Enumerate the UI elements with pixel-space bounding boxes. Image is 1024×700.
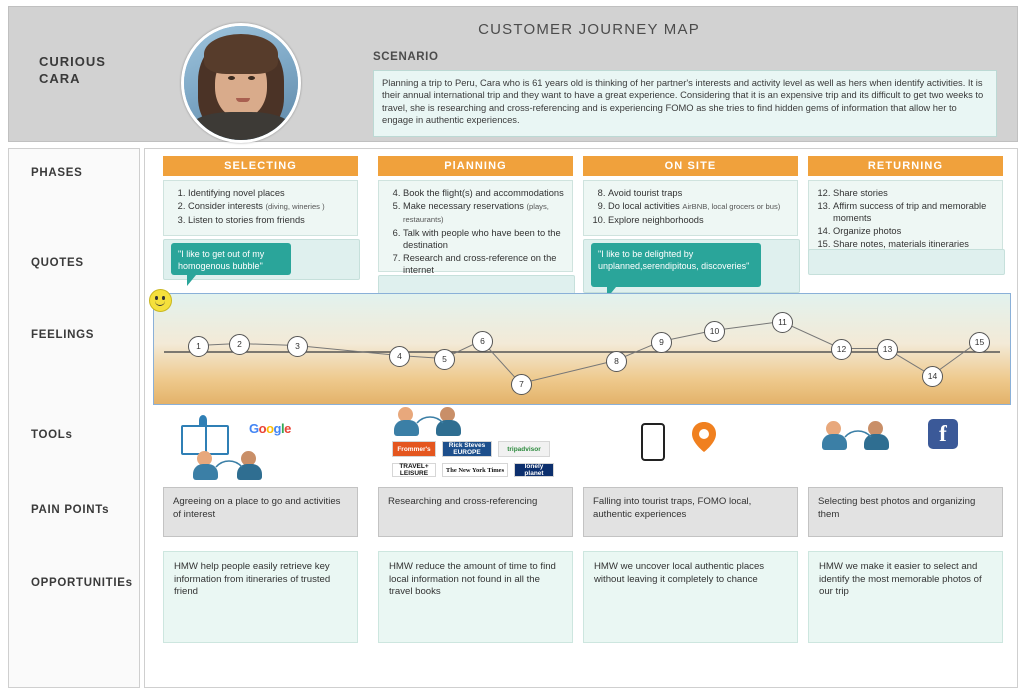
tools-planning <box>378 407 573 487</box>
feeling-node: 13 <box>877 339 898 360</box>
phase-step: 12. Share stories <box>833 187 996 199</box>
phase-steps-planning <box>378 180 573 275</box>
smartphone-icon <box>641 423 665 461</box>
feeling-node: 3 <box>287 336 308 357</box>
phase-step: 8. Avoid tourist traps <box>608 187 791 199</box>
journey-board <box>144 148 1018 688</box>
phase-steps-returning <box>808 180 1003 252</box>
connector-icon <box>416 415 444 425</box>
phase-step: 13. Affirm success of trip and memorable moments <box>833 200 996 224</box>
pain-point-planning: Researching and cross-referencing <box>378 487 573 537</box>
row-label-tools: TOOLs <box>31 429 73 441</box>
page-title: CUSTOMER JOURNEY MAP <box>478 21 700 38</box>
tools-on-site <box>583 411 798 486</box>
phase-steps-on-site <box>583 180 798 236</box>
feeling-node: 11 <box>772 312 793 333</box>
feeling-node: 15 <box>969 332 990 353</box>
logo-nytimes: The New York Times <box>442 463 508 477</box>
quote-selecting: "I like to get out of my homogenous bubble" <box>171 243 291 275</box>
phase-step: 5. Make necessary reservations (plays, restaurants) <box>403 200 566 226</box>
pain-point-on-site: Falling into tourist traps, FOMO local, authentic experiences <box>583 487 798 537</box>
smiley-icon <box>149 289 172 312</box>
phase-step: 7. Research and cross-reference on the internet <box>403 252 566 276</box>
row-label-pain-points: PAIN POINTs <box>31 504 110 516</box>
phase-step: 4. Book the flight(s) and accommodations <box>403 187 566 199</box>
phase-header-returning: RETURNING <box>808 156 1003 176</box>
feeling-node: 1 <box>188 336 209 357</box>
phase-step: 15. Share notes, materials itineraries <box>833 238 996 250</box>
feeling-node: 5 <box>434 349 455 370</box>
pain-point-returning: Selecting best photos and organizing them <box>808 487 1003 537</box>
row-label-column <box>8 148 140 688</box>
avatar <box>181 23 301 143</box>
persona-name: CURIOUS CARA <box>39 54 106 86</box>
row-label-opportunities: OPPORTUNITIEs <box>31 577 133 589</box>
row-label-feelings: FEELINGS <box>31 329 95 341</box>
book-bookmark-icon <box>199 415 207 425</box>
feeling-node: 10 <box>704 321 725 342</box>
phase-step: 10. Explore neighborhoods <box>608 214 791 226</box>
feeling-node: 2 <box>229 334 250 355</box>
feeling-node: 6 <box>472 331 493 352</box>
opportunity-planning: HMW reduce the amount of time to find local information not found in all the travel books <box>378 551 573 643</box>
logo-rick-steves: Rick Steves EUROPE <box>442 441 492 457</box>
logo-lonely-planet: lonely planet <box>514 463 554 477</box>
phase-step: 2. Consider interests (diving, wineries ) <box>188 200 351 213</box>
phase-step: 14. Organize photos <box>833 225 996 237</box>
connector-icon <box>215 459 243 469</box>
tools-selecting <box>163 411 358 486</box>
phase-step: 6. Talk with people who have been to the destination <box>403 227 566 251</box>
quote-on-site: "I like to be delighted by unplanned,serendipitous, discoveries" <box>591 243 761 287</box>
opportunity-selecting: HMW help people easily retrieve key information from itineraries of trusted friend <box>163 551 358 643</box>
row-label-quotes: QUOTES <box>31 257 84 269</box>
phase-step: 1. Identifying novel places <box>188 187 351 199</box>
facebook-icon: f <box>928 419 958 449</box>
logo-travel-leisure: TRAVEL+ LEISURE <box>392 463 436 477</box>
phase-header-on-site: ON SITE <box>583 156 798 176</box>
feeling-node: 12 <box>831 339 852 360</box>
connector-icon <box>844 429 872 439</box>
feeling-node: 8 <box>606 351 627 372</box>
scenario-label: SCENARIO <box>373 51 439 63</box>
phase-step-note: AirBNB, local grocers or bus) <box>682 202 781 211</box>
opportunity-on-site: HMW we uncover local authentic places without leaving it completely to chance <box>583 551 798 643</box>
google-logo: Google <box>249 421 291 436</box>
scenario-text: Planning a trip to Peru, Cara who is 61 years old is thinking of her partner's interests and activity level as well as hers when identify activities. It is their annual international trip and they want to have a great experience. Considering that it is an expensive trip and its difficult to get two weeks to travel, she is researching and cross-referencing and is experiencing FOMO as she tries to find hidden gems of information that allow her to engage in authentic experiences. <box>373 70 997 137</box>
phase-header-planning: PlANNING <box>378 156 573 176</box>
row-label-phases: PHASES <box>31 167 83 179</box>
opportunity-returning: HMW we make it easier to select and identify the most memorable photos of our trip <box>808 551 1003 643</box>
logo-tripadvisor: tripadvisor <box>498 441 550 457</box>
map-pin-icon <box>691 421 717 453</box>
phase-step-note: (plays, restaurants) <box>403 202 549 224</box>
feeling-node: 9 <box>651 332 672 353</box>
feeling-node: 7 <box>511 374 532 395</box>
tools-returning <box>808 411 1003 486</box>
feeling-node: 14 <box>922 366 943 387</box>
quote-backdrop-returning <box>808 249 1005 275</box>
phase-step: 3. Listen to stories from friends <box>188 214 351 226</box>
feelings-chart <box>153 293 1011 405</box>
phase-step-note: (diving, wineries ) <box>265 202 325 211</box>
logo-frommers: Frommer's <box>392 441 436 457</box>
phase-header-selecting: SELECTING <box>163 156 358 176</box>
phase-steps-selecting <box>163 180 358 236</box>
phase-step: 9. Do local activities AirBNB, local grocers or bus) <box>608 200 791 213</box>
header-banner <box>8 6 1018 142</box>
pain-point-selecting: Agreeing on a place to go and activities of interest <box>163 487 358 537</box>
feeling-node: 4 <box>389 346 410 367</box>
